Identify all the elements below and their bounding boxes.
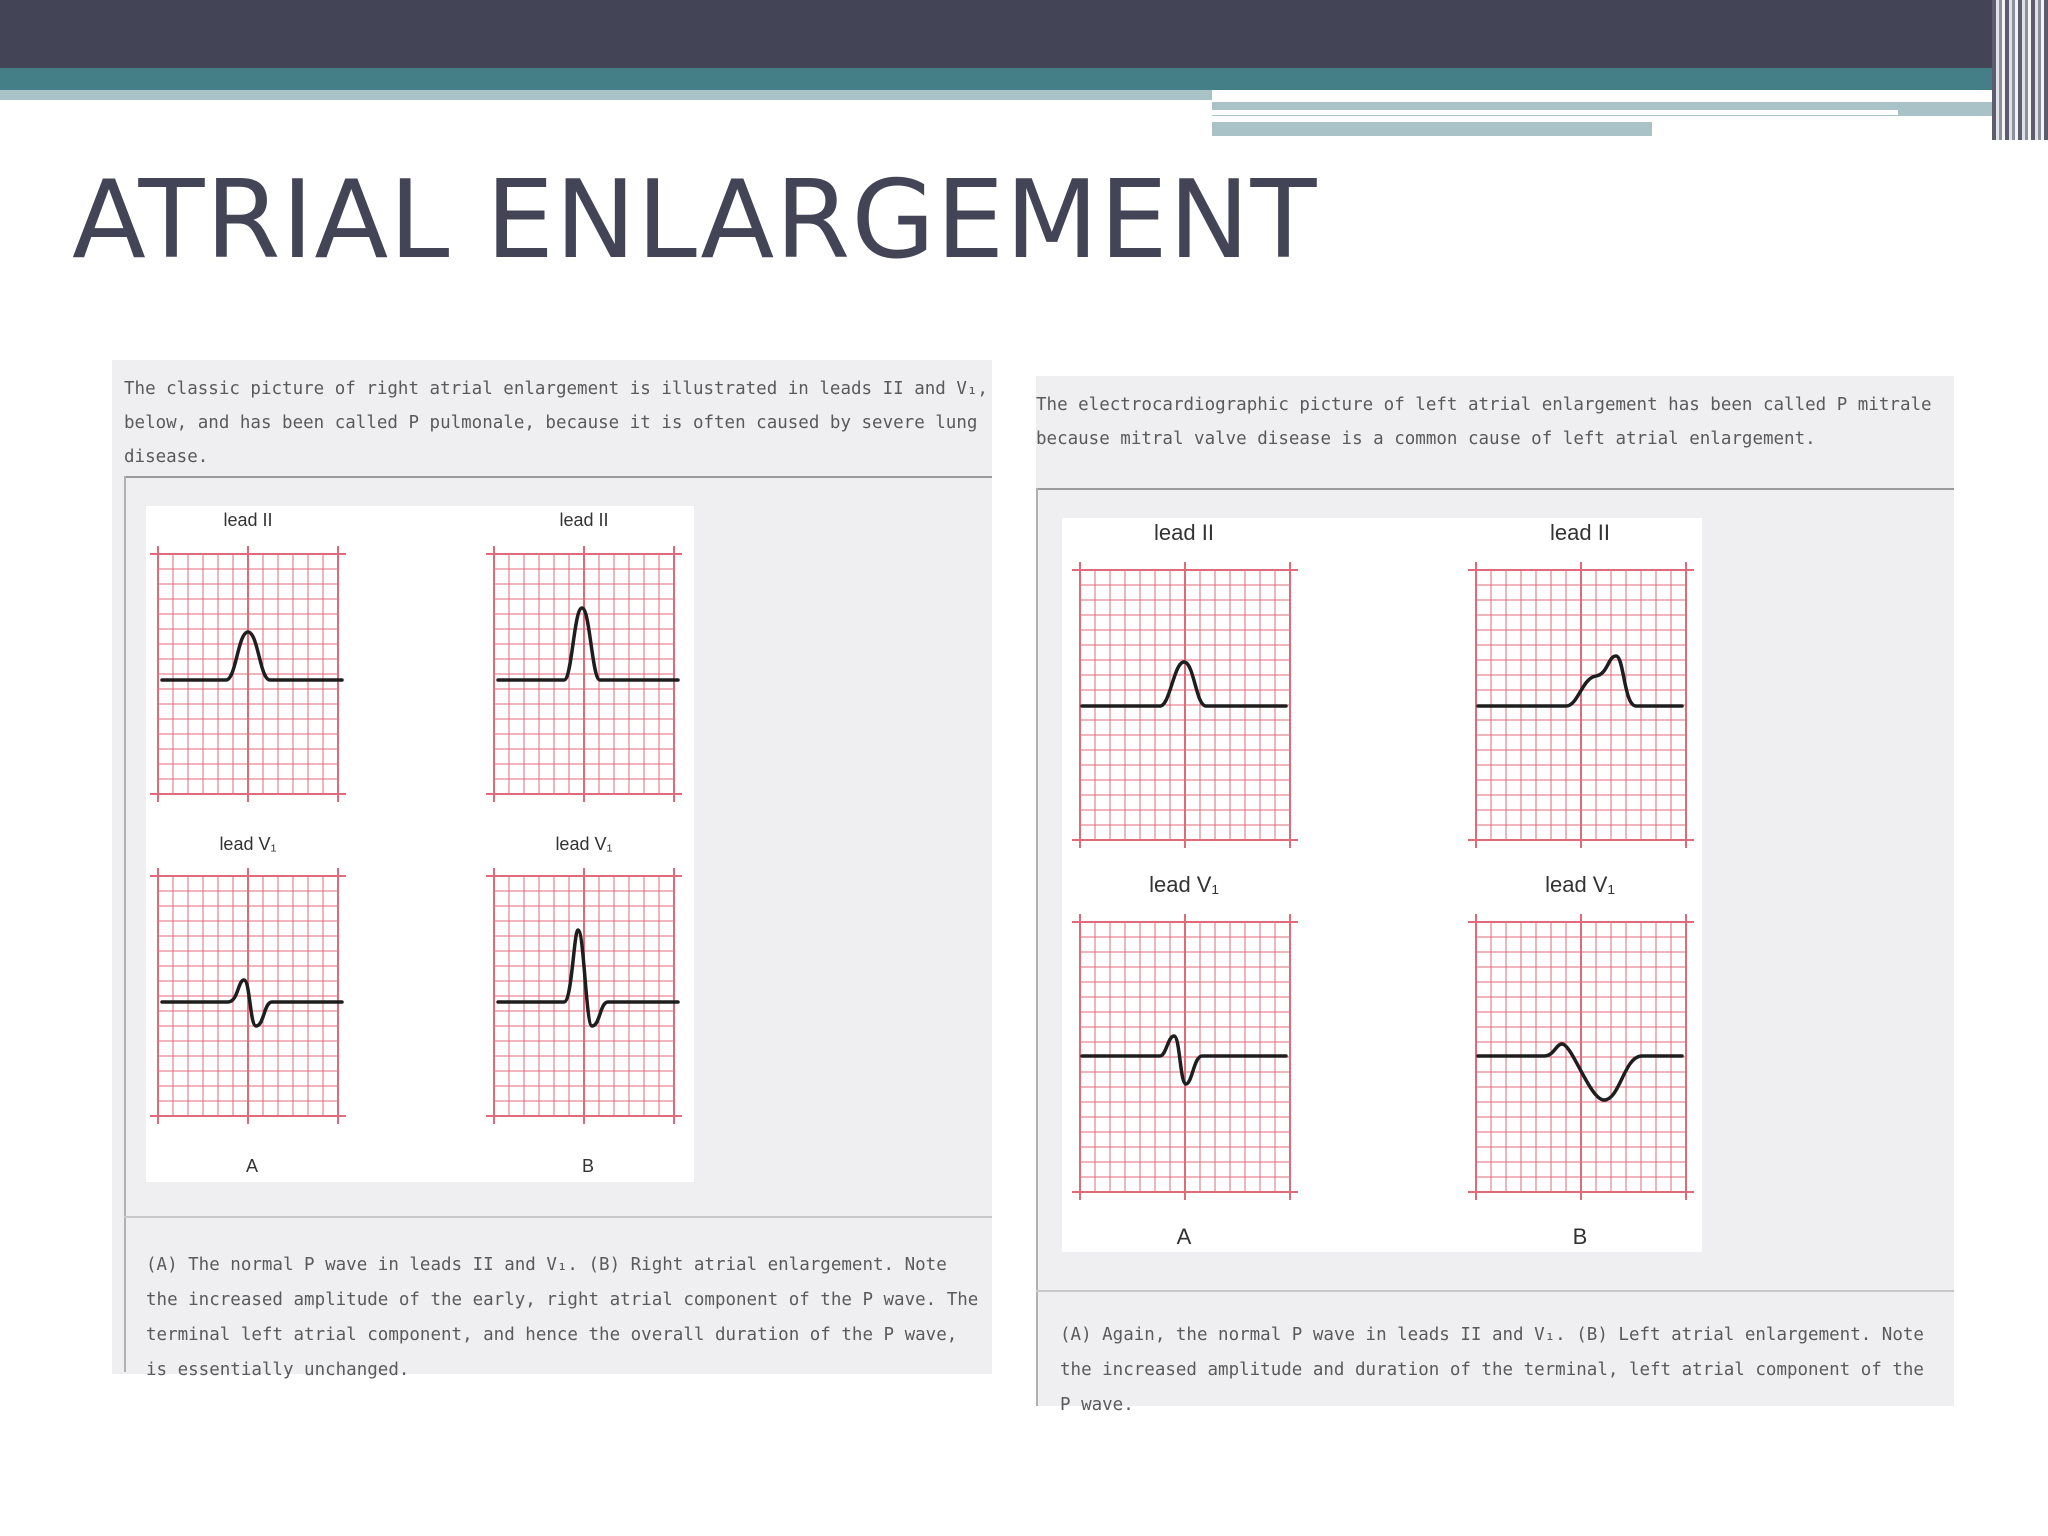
right-ecg-figure <box>1062 518 1702 1252</box>
trace-lead-v1-a <box>162 980 342 1026</box>
label-col-a: A <box>245 1156 259 1176</box>
left-intro-text <box>124 372 994 474</box>
grid-top-right <box>486 546 682 802</box>
header-band <box>0 0 2048 68</box>
left-caption-rule <box>124 1216 992 1218</box>
right-top-rule <box>1036 488 1954 490</box>
teal-accent-band <box>0 68 2048 90</box>
label-col-a: A <box>1176 1224 1192 1249</box>
label-lead-v1-b: lead V₁ <box>1545 872 1615 897</box>
trace-lead-ii-a <box>162 632 342 680</box>
pale-accent-band <box>0 90 1212 100</box>
right-ecg-svg <box>1062 518 1702 1252</box>
left-intro-line: The classic picture of right atrial enlargement is illustrated in leads II and V₁, below, and has been called P pulmonale, because it is often caused by severe lung disease. <box>124 379 988 467</box>
left-caption-text: (A) The normal P wave in leads II and V₁. (B) Right atrial enlargement. Note the increased amplitude of the early, right atrial component of the P wave. The terminal left atrial component, and hence the overall duration of the P wave, is essentially unchanged. <box>146 1255 979 1380</box>
label-lead-ii-a: lead II <box>223 510 273 530</box>
accent-line <box>1212 110 1898 115</box>
label-col-b: B <box>581 1156 595 1176</box>
label-col-b: B <box>1572 1224 1588 1249</box>
right-caption <box>1060 1318 1940 1423</box>
label-lead-ii-a: lead II <box>1154 520 1214 545</box>
edge-decoration <box>1992 0 2048 140</box>
trace-lead-v1-b <box>498 930 678 1026</box>
right-caption-rule <box>1036 1290 1954 1292</box>
left-side-rule <box>124 476 126 1372</box>
label-lead-ii-b: lead II <box>1550 520 1610 545</box>
left-top-rule <box>124 476 992 478</box>
left-caption <box>146 1248 986 1388</box>
grid-bottom-right <box>486 868 682 1124</box>
right-caption-text: (A) Again, the normal P wave in leads II and V₁. (B) Left atrial enlargement. Note the increased amplitude and duration of the terminal, left atrial component of the P wave. <box>1060 1325 1924 1415</box>
right-side-rule <box>1036 488 1038 1406</box>
right-intro-line: The electrocardiographic picture of left atrial enlargement has been called P mitrale because mitral valve disease is a common cause of left atrial enlargement. <box>1036 395 1932 449</box>
left-ecg-svg <box>146 506 694 1182</box>
label-lead-v1-a: lead V₁ <box>1149 872 1219 897</box>
slide-title: ATRIAL ENLARGEMENT <box>72 158 1318 283</box>
left-ecg-figure <box>146 506 694 1182</box>
pale-accent-band-short <box>1212 122 1652 136</box>
label-lead-ii-b: lead II <box>559 510 609 530</box>
right-intro-text <box>1036 388 1951 456</box>
grid-top-left <box>150 546 346 802</box>
label-lead-v1-b: lead V₁ <box>555 834 613 854</box>
label-lead-v1-a: lead V₁ <box>219 834 277 854</box>
